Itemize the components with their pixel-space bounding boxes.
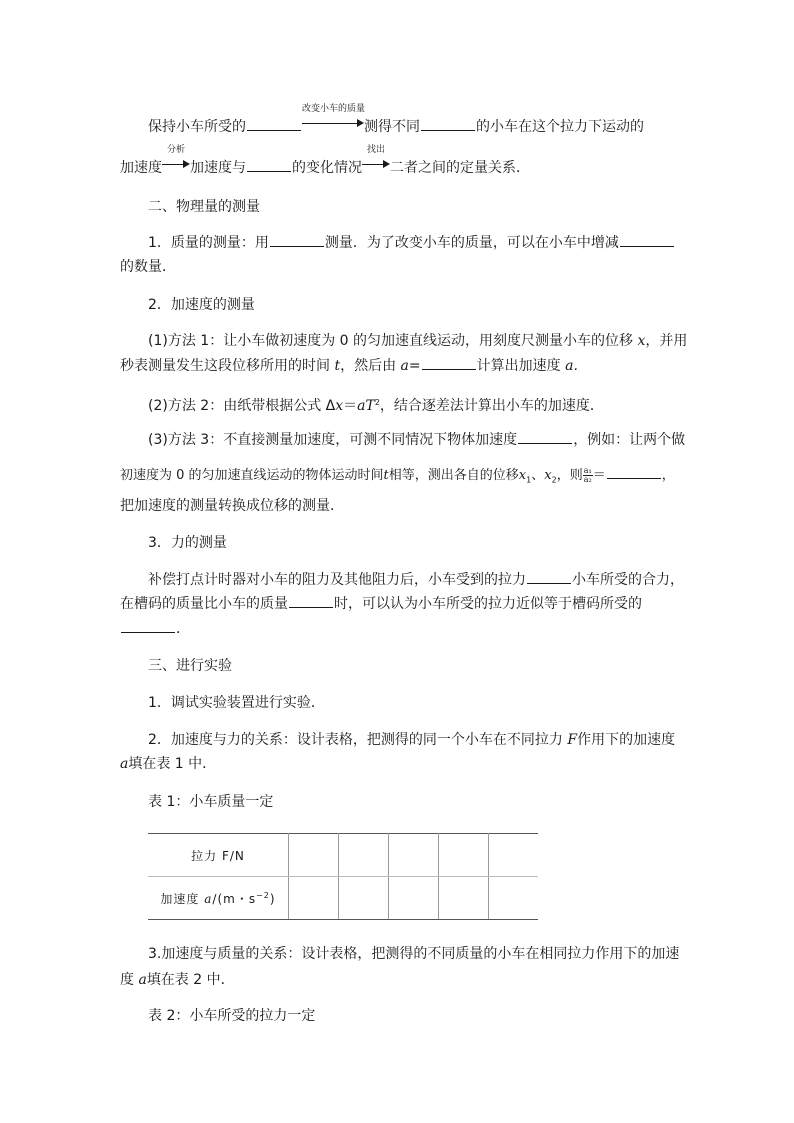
variable: t bbox=[334, 358, 341, 374]
table-cell[interactable] bbox=[389, 834, 439, 877]
arrow-annotated bbox=[362, 145, 390, 172]
table-cell[interactable] bbox=[439, 877, 489, 920]
text: 相等，测出各自的位移 bbox=[388, 468, 519, 483]
text: ，结合逐差法计算出小车的加速度． bbox=[379, 398, 604, 414]
table-cell[interactable] bbox=[339, 877, 389, 920]
variable: a. bbox=[565, 358, 578, 374]
table-cell[interactable] bbox=[439, 834, 489, 877]
force-measurement-line1 bbox=[148, 570, 684, 590]
fill-blank[interactable] bbox=[121, 619, 175, 633]
fill-blank[interactable] bbox=[421, 117, 475, 131]
superscript: −2 bbox=[256, 890, 270, 900]
mass-measurement-line1 bbox=[148, 233, 675, 253]
table-row bbox=[148, 834, 538, 877]
experiment-step2-line2 bbox=[120, 754, 216, 774]
variable: x bbox=[335, 398, 344, 414]
paragraph-intro-line2 bbox=[120, 145, 530, 178]
table1-caption: 表 1：小车质量一定 bbox=[148, 794, 274, 810]
table-cell[interactable] bbox=[489, 834, 539, 877]
table-cell[interactable] bbox=[389, 877, 439, 920]
text: 小车所受的合力， bbox=[572, 572, 684, 588]
text: 二者之间的定量关系． bbox=[390, 160, 530, 176]
arrow-head-icon bbox=[183, 160, 190, 168]
text: 保持小车所受的 bbox=[148, 119, 246, 135]
text: /(m・s bbox=[212, 891, 257, 906]
table-row bbox=[148, 877, 538, 920]
text: 测得不同 bbox=[364, 119, 420, 135]
method1-line1 bbox=[148, 331, 687, 351]
subscript: 2 bbox=[551, 475, 557, 485]
text: 补偿打点计时器对小车的阻力及其他阻力后，小车受到的拉力 bbox=[148, 572, 526, 588]
variable: t bbox=[383, 468, 389, 483]
method3-line1 bbox=[148, 430, 685, 450]
text: 1．质量的测量：用 bbox=[148, 235, 269, 251]
table2-caption: 表 2：小车所受的拉力一定 bbox=[148, 1008, 316, 1024]
table-cell[interactable] bbox=[489, 877, 539, 920]
text: = bbox=[408, 358, 421, 374]
variable: x bbox=[637, 333, 646, 349]
variable: x bbox=[544, 468, 552, 483]
text: (1)方法 1：让小车做初速度为 0 的匀加速直线运动，用刻度尺测量小车的位移 bbox=[148, 333, 638, 349]
subscript: 1 bbox=[526, 475, 532, 485]
acceleration-measurement-heading: 2．加速度的测量 bbox=[148, 297, 255, 313]
arrow-head-icon bbox=[357, 119, 364, 127]
text: 2．加速度与力的关系：设计表格，把测得的同一个小车在不同拉力 bbox=[148, 732, 568, 748]
variable: aT bbox=[357, 398, 375, 414]
text: 秒表测量发生这段位移所用的时间 bbox=[120, 358, 335, 374]
text: ) bbox=[269, 891, 276, 906]
table-row-header bbox=[148, 877, 289, 920]
method3-line2 bbox=[120, 465, 675, 491]
table-cell[interactable] bbox=[289, 877, 339, 920]
text: 、 bbox=[531, 468, 545, 483]
paragraph-intro-line1 bbox=[148, 104, 644, 137]
mass-measurement-line2: 的数量． bbox=[120, 259, 176, 275]
text: 的变化情况 bbox=[292, 160, 362, 176]
text: 的小车在这个拉力下运动的 bbox=[476, 119, 644, 135]
arrow-head-icon bbox=[383, 160, 390, 168]
variable: F bbox=[567, 732, 578, 748]
text: 加速度 bbox=[160, 891, 205, 906]
text: ，并用 bbox=[645, 333, 688, 349]
text: 计算出加速度 bbox=[476, 358, 566, 374]
method2-line bbox=[148, 393, 604, 416]
text: 加速度与 bbox=[190, 160, 246, 176]
fill-blank[interactable] bbox=[607, 465, 661, 479]
text: 在槽码的质量比小车的质量 bbox=[120, 596, 288, 612]
text: (2)方法 2：由纸带根据公式 Δ bbox=[148, 398, 336, 414]
text: (3)方法 3：不直接测量加速度，可测不同情况下物体加速度 bbox=[148, 432, 518, 448]
method3-line3: 把加速度的测量转换成位移的测量． bbox=[120, 498, 344, 514]
text: 测量．为了改变小车的质量，可以在小车中增减 bbox=[324, 235, 619, 251]
text: ＝ bbox=[592, 468, 606, 483]
fraction bbox=[583, 467, 593, 484]
section-heading-measurement: 二、物理量的测量 bbox=[148, 199, 260, 215]
text: ． bbox=[176, 621, 190, 637]
variable: a bbox=[204, 891, 213, 906]
experiment-step3-line1: 3.加速度与质量的关系：设计表格，把测得的不同质量的小车在相同拉力作用下的加速 bbox=[148, 946, 680, 962]
fill-blank[interactable] bbox=[289, 594, 333, 608]
table-cell[interactable] bbox=[339, 834, 389, 877]
text: 加速度 bbox=[120, 160, 162, 176]
variable: x bbox=[518, 468, 527, 483]
text: ＝ bbox=[343, 398, 358, 414]
table-row-header: 拉力 F/N bbox=[148, 834, 289, 877]
fill-blank[interactable] bbox=[518, 430, 572, 444]
arrow-annotated bbox=[302, 104, 366, 131]
text: 度 bbox=[120, 972, 139, 988]
arrow-label: 改变小车的质量 bbox=[302, 104, 366, 114]
force-measurement-line3 bbox=[120, 619, 190, 639]
text: 填在表 2 中． bbox=[146, 972, 235, 988]
table-cell[interactable] bbox=[289, 834, 339, 877]
fill-blank[interactable] bbox=[247, 158, 291, 172]
text: ，则 bbox=[556, 468, 583, 483]
experiment-step2-line1 bbox=[148, 730, 675, 750]
table1 bbox=[148, 833, 538, 920]
experiment-step1: 1．调试实验装置进行实验． bbox=[148, 695, 325, 711]
force-measurement-heading: 3．力的测量 bbox=[148, 535, 227, 551]
fill-blank[interactable] bbox=[422, 356, 476, 370]
fill-blank[interactable] bbox=[527, 570, 571, 584]
section-heading-experiment: 三、进行实验 bbox=[148, 658, 232, 674]
experiment-step3-line2 bbox=[120, 970, 235, 990]
fraction-denominator: a₂ bbox=[583, 475, 592, 484]
arrow-annotated bbox=[162, 145, 190, 172]
fill-blank[interactable] bbox=[620, 233, 674, 247]
superscript: 2 bbox=[374, 398, 380, 407]
text: ，然后由 bbox=[340, 358, 401, 374]
variable: a bbox=[400, 358, 409, 374]
variable: a bbox=[138, 972, 147, 988]
variable: a bbox=[120, 756, 129, 772]
fraction-numerator: a₁ bbox=[583, 466, 592, 475]
method1-line2 bbox=[120, 356, 578, 376]
text: ，例如：让两个做 bbox=[573, 432, 686, 448]
fill-blank[interactable] bbox=[247, 117, 301, 131]
text: 初速度为 0 的匀加速直线运动的物体运动时间 bbox=[120, 468, 384, 483]
force-measurement-line2 bbox=[120, 594, 642, 614]
arrow-label: 找出 bbox=[366, 145, 385, 155]
arrow-label: 分析 bbox=[166, 145, 185, 155]
text: ， bbox=[661, 468, 675, 483]
fill-blank[interactable] bbox=[270, 233, 324, 247]
text: 作用下的加速度 bbox=[577, 732, 676, 748]
text: 填在表 1 中． bbox=[128, 756, 217, 772]
text: 时，可以认为小车所受的拉力近似等于槽码所受的 bbox=[334, 596, 642, 612]
